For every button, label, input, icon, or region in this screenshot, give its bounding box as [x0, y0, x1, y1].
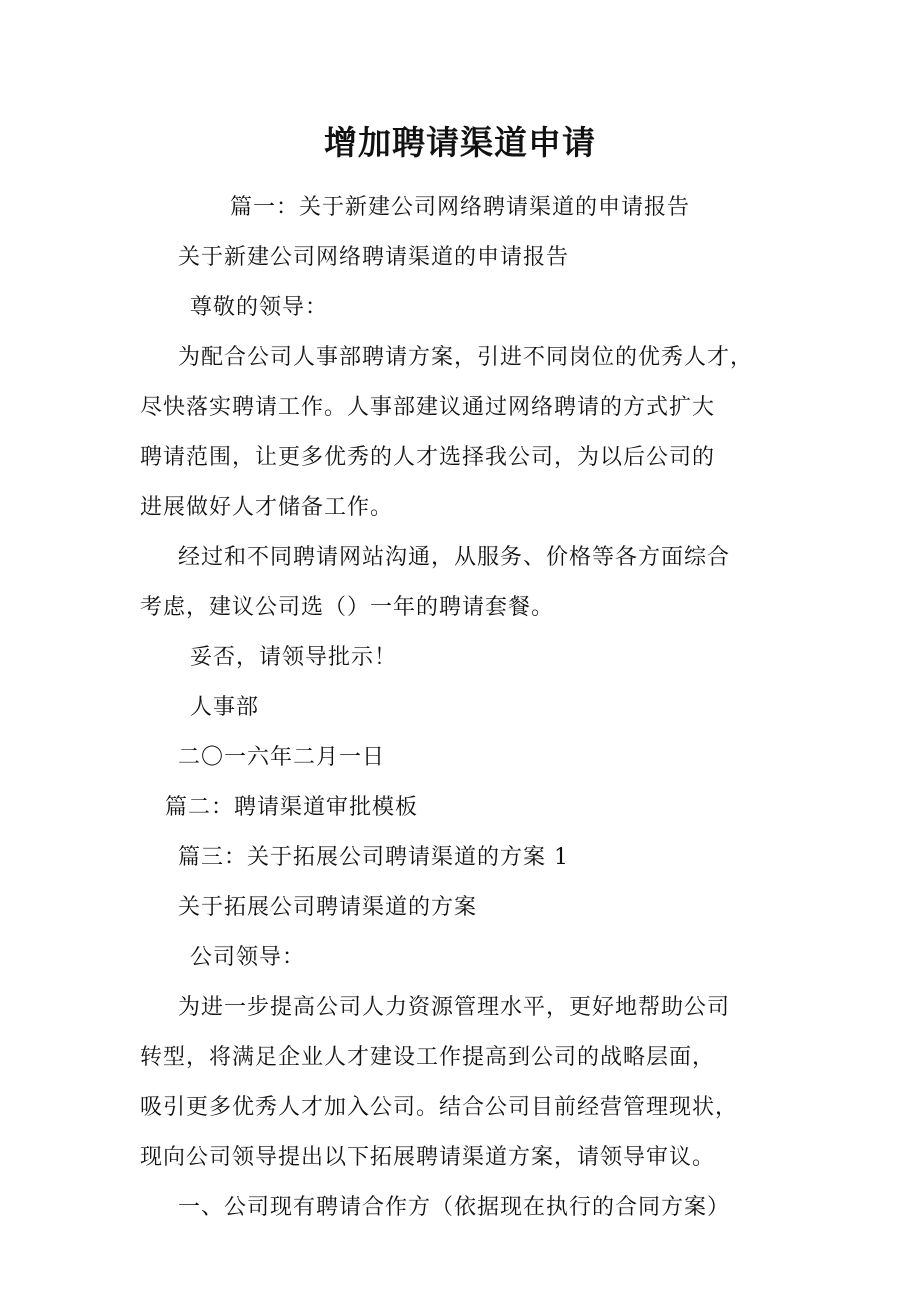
section-heading-3: 篇三：关于拓展公司聘请渠道的方案 1: [178, 845, 569, 870]
report-title: 关于新建公司网络聘请渠道的申请报告: [178, 245, 570, 270]
body-paragraph-line: 进展做好人才储备工作。: [140, 495, 394, 520]
body-paragraph-line: 聘请范围，让更多优秀的人才选择我公司，为以后公司的: [140, 445, 716, 470]
list-heading: 一、公司现有聘请合作方（依据现在执行的合同方案）: [178, 1195, 731, 1220]
body-paragraph-line: 考虑，建议公司选（）一年的聘请套餐。: [140, 595, 555, 620]
body-paragraph-line: 现向公司领导提出以下拓展聘请渠道方案，请领导审议。: [140, 1145, 716, 1170]
body-paragraph-line: 尽快落实聘请工作。人事部建议通过网络聘请的方式扩大: [140, 395, 716, 420]
closing-request: 妥否，请领导批示！: [190, 645, 398, 670]
document-title: 增加聘请渠道申请: [324, 123, 596, 162]
plan-title: 关于拓展公司聘请渠道的方案: [178, 895, 478, 920]
signature-date: 二〇一六年二月一日: [178, 745, 386, 770]
salutation: 公司领导：: [190, 945, 306, 970]
salutation: 尊敬的领导：: [190, 295, 329, 320]
body-paragraph-line: 为进一步提高公司人力资源管理水平，更好地帮助公司: [178, 995, 731, 1020]
section-heading-2: 篇二：聘请渠道审批模板: [165, 795, 419, 820]
section-heading-1: 篇一：关于新建公司网络聘请渠道的申请报告: [230, 195, 691, 220]
signature-department: 人事部: [190, 695, 260, 720]
body-paragraph-line: 吸引更多优秀人才加入公司。结合公司目前经营管理现状，: [140, 1095, 739, 1120]
body-paragraph-line: 经过和不同聘请网站沟通，从服务、价格等各方面综合: [178, 545, 731, 570]
body-paragraph-line: 转型，将满足企业人才建设工作提高到公司的战略层面，: [140, 1045, 716, 1070]
body-paragraph-line: 为配合公司人事部聘请方案，引进不同岗位的优秀人才，: [178, 345, 754, 370]
